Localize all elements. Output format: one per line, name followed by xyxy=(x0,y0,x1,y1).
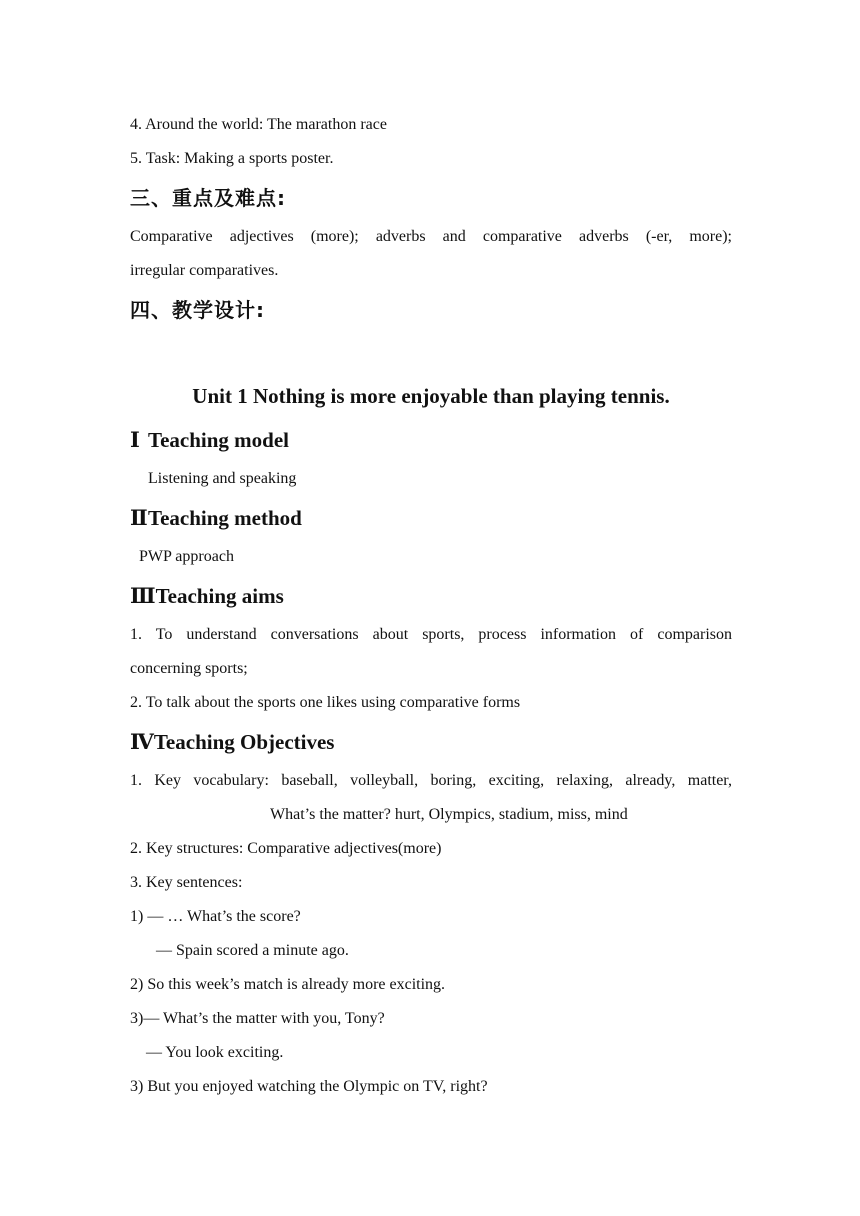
roman-numeral: Ⅰ xyxy=(130,428,140,452)
sentence-1a: 1) — … What’s the score? xyxy=(130,908,301,925)
roman-numeral: Ⅲ xyxy=(130,584,156,608)
objectives-structures: 2. Key structures: Comparative adjectives(more) xyxy=(130,840,442,857)
objectives-sentences-label: 3. Key sentences: xyxy=(130,874,243,891)
key-points-line-1: Comparative adjectives (more); adverbs and comparative adverbs (-er, more); xyxy=(130,228,732,245)
text-line-task: 5. Task: Making a sports poster. xyxy=(130,150,334,167)
section-title: Teaching model xyxy=(148,428,289,452)
section-title: Teaching aims xyxy=(155,584,284,608)
section-heading-teaching-method xyxy=(130,496,732,540)
key-points-line-2: irregular comparatives. xyxy=(130,262,279,279)
aims-item-1-line-1: 1. To understand conversations about sports, process information of comparison xyxy=(130,626,732,643)
spacer xyxy=(130,332,732,374)
sentence-3a: 3)— What’s the matter with you, Tony? xyxy=(130,1010,385,1027)
aims-item-1-line-2: concerning sports; xyxy=(130,660,248,677)
section-heading-teaching-model xyxy=(130,418,732,462)
sentence-3b: — You look exciting. xyxy=(146,1044,284,1061)
objectives-vocab-line-1: 1. Key vocabulary: baseball, volleyball, boring, exciting, relaxing, already, matter, xyxy=(130,772,732,789)
aims-item-2: 2. To talk about the sports one likes using comparative forms xyxy=(130,694,521,711)
text-line-around-the-world: 4. Around the world: The marathon race xyxy=(130,116,387,133)
section-heading-teaching-objectives xyxy=(130,720,732,764)
objectives-vocab-line-2: What’s the matter? hurt, Olympics, stadium, miss, mind xyxy=(270,806,628,823)
section-title: Teaching Objectives xyxy=(153,730,335,754)
section-title: Teaching method xyxy=(148,506,302,530)
teaching-method-body: PWP approach xyxy=(139,548,234,565)
sentence-4: 3) But you enjoyed watching the Olympic on TV, right? xyxy=(130,1078,488,1095)
unit-title: Unit 1 Nothing is more enjoyable than playing tennis. xyxy=(192,384,670,408)
heading-key-points: 三、重点及难点: xyxy=(130,186,286,210)
section-heading-teaching-aims xyxy=(130,574,732,618)
heading-teaching-design: 四、教学设计: xyxy=(130,298,265,322)
sentence-2: 2) So this week’s match is already more exciting. xyxy=(130,976,446,993)
page-content xyxy=(130,108,732,1104)
roman-numeral: Ⅳ xyxy=(130,730,154,754)
teaching-model-body: Listening and speaking xyxy=(148,470,297,487)
roman-numeral: Ⅱ xyxy=(130,506,148,530)
sentence-1b: — Spain scored a minute ago. xyxy=(156,942,349,959)
